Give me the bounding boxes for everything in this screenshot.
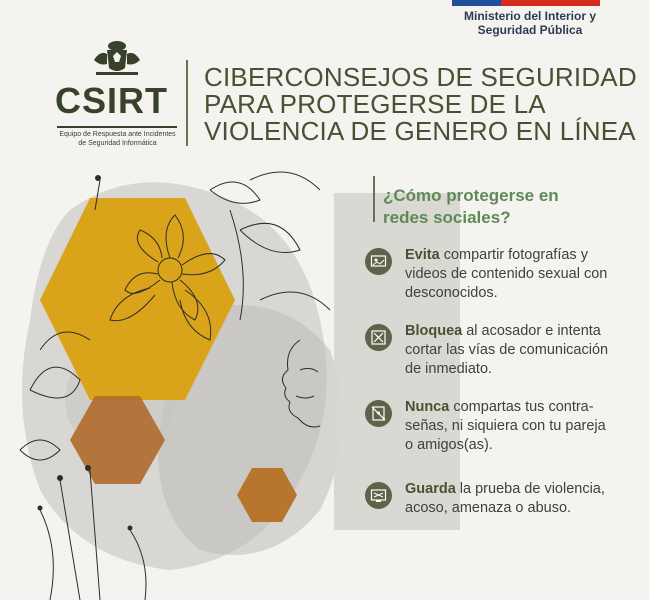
logo-subtitle: [55, 130, 180, 148]
no-password-icon: [365, 400, 392, 427]
block-user-icon: [365, 324, 392, 351]
tip-line-1: la prueba de violencia,: [455, 481, 605, 497]
tip-keyword: Bloquea: [405, 323, 463, 339]
tip-line-2: videos de contenido sexual con: [405, 266, 608, 282]
photo-screen-icon: [365, 248, 392, 275]
ministry-line-2: Seguridad Pública: [477, 23, 583, 37]
tip-text: [405, 246, 649, 303]
section-heading: [383, 185, 643, 229]
tip-text: [405, 398, 649, 455]
flag-blue-band: [452, 0, 501, 6]
tip-line-3: desconocidos.: [405, 285, 498, 301]
tip-line-1: compartas tus contra-: [449, 399, 594, 415]
section-heading-line-2: redes sociales?: [383, 208, 511, 227]
tip-line-2: cortar las vías de comunicación: [405, 342, 609, 358]
ministry-name: [455, 9, 605, 37]
ministry-line-1: Ministerio del Interior y: [463, 9, 597, 23]
tip-keyword: Guarda: [405, 481, 456, 497]
coat-of-arms-icon: [88, 38, 146, 78]
tip-line-3: de inmediato.: [405, 361, 493, 377]
tip-line-1: al acosador e intenta: [462, 323, 601, 339]
section-heading-line-1: ¿Cómo protegerse en: [383, 186, 559, 205]
logo-underline: [57, 126, 177, 128]
tip-line-2: acoso, amenaza o abuso.: [405, 500, 572, 516]
logo-subtitle-line-2: de Seguridad Informática: [78, 140, 157, 147]
tip-text: [405, 480, 649, 518]
tip-line-3: o amigos(as).: [405, 437, 493, 453]
save-evidence-icon: [365, 482, 392, 509]
tip-keyword: Nunca: [405, 399, 450, 415]
government-flag-stripe: [452, 0, 600, 6]
section-divider: [373, 176, 375, 222]
flag-red-band: [501, 0, 600, 6]
title-line-1: CIBERCONSEJOS DE SEGURIDAD: [204, 62, 637, 92]
tip-line-2: señas, ni siquiera con tu pareja: [405, 418, 606, 434]
csirt-logo: [55, 38, 180, 150]
tip-keyword: Evita: [405, 247, 440, 263]
tip-line-1: compartir fotografías y: [439, 247, 588, 263]
logo-wordmark: CSIRT: [55, 80, 168, 121]
tip-text: [405, 322, 649, 379]
logo-subtitle-line-1: Equipo de Respuesta ante Incidentes: [59, 131, 176, 138]
page-title: [204, 64, 644, 145]
botanical-illustration: [0, 150, 380, 600]
title-divider: [186, 60, 188, 146]
title-line-2: PARA PROTEGERSE DE LA: [204, 89, 546, 119]
title-line-3: VIOLENCIA DE GENERO EN LÍNEA: [204, 116, 636, 146]
